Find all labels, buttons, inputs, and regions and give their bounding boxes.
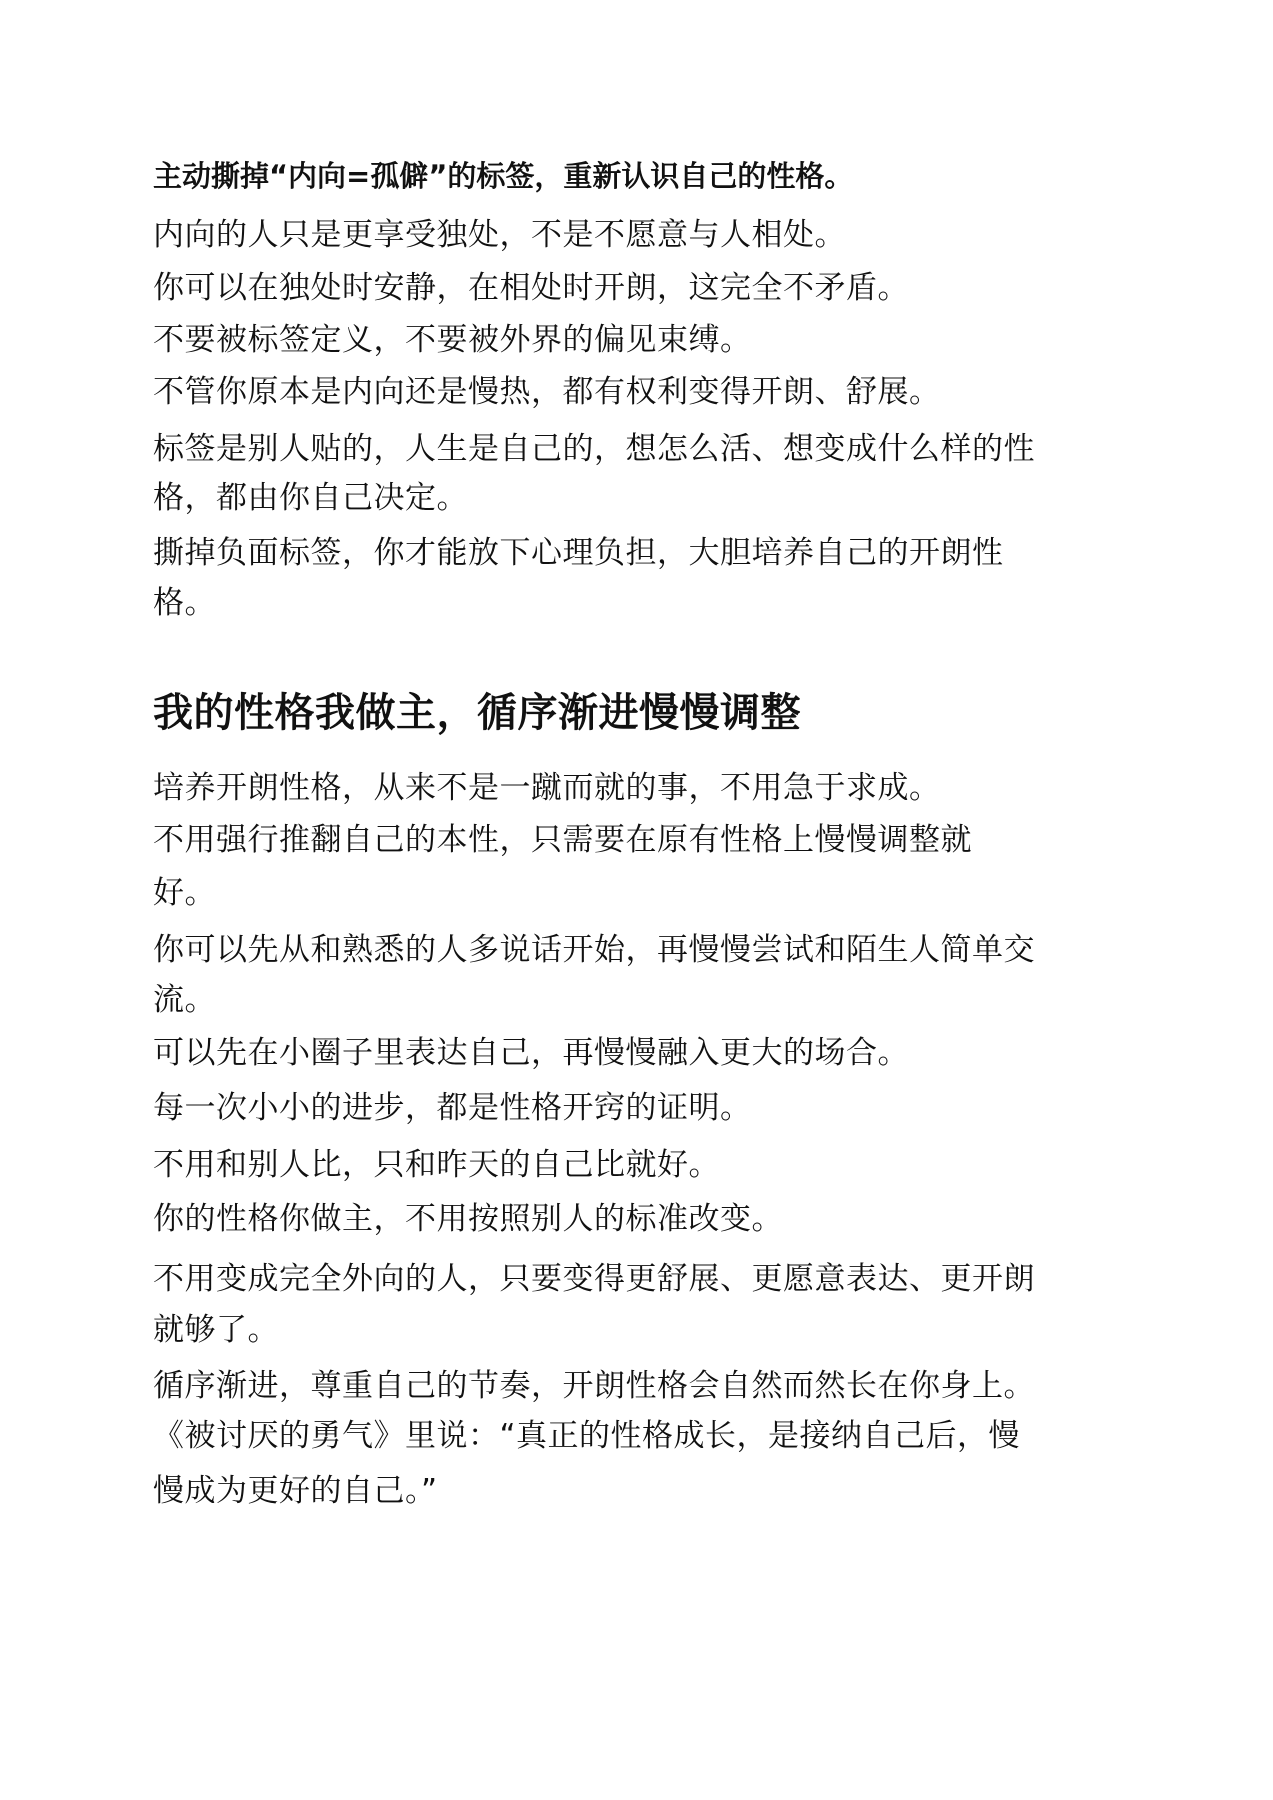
paragraph-line: 格，都由你自己决定。	[153, 480, 468, 516]
quote-line: 《被讨厌的勇气》里说：“真正的性格成长，是接纳自己后，慢	[153, 1418, 1021, 1454]
paragraph-line: 你可以先从和熟悉的人多说话开始，再慢慢尝试和陌生人简单交	[153, 932, 1035, 968]
paragraph-line: 培养开朗性格，从来不是一蹴而就的事，不用急于求成。	[153, 770, 941, 806]
paragraph-line: 可以先在小圈子里表达自己，再慢慢融入更大的场合。	[153, 1035, 909, 1071]
paragraph-line: 不要被标签定义，不要被外界的偏见束缚。	[153, 322, 752, 358]
paragraph-line: 你的性格你做主，不用按照别人的标准改变。	[153, 1201, 783, 1237]
paragraph-line: 格。	[153, 585, 216, 621]
paragraph-line: 每一次小小的进步，都是性格开窍的证明。	[153, 1090, 752, 1126]
paragraph-line: 就够了。	[153, 1312, 279, 1348]
section-heading: 我的性格我做主，循序渐进慢慢调整	[153, 690, 801, 736]
paragraph-line: 流。	[153, 982, 216, 1018]
paragraph-line: 不用变成完全外向的人，只要变得更舒展、更愿意表达、更开朗	[153, 1261, 1035, 1297]
paragraph-line: 循序渐进，尊重自己的节奏，开朗性格会自然而然长在你身上。	[153, 1368, 1035, 1404]
paragraph-line: 标签是别人贴的，人生是自己的，想怎么活、想变成什么样的性	[153, 431, 1035, 467]
paragraph-line: 不用强行推翻自己的本性，只需要在原有性格上慢慢调整就	[153, 822, 972, 858]
paragraph-line: 撕掉负面标签，你才能放下心理负担，大胆培养自己的开朗性	[153, 535, 1004, 571]
lead-sentence: 主动撕掉“内向=孤僻”的标签，重新认识自己的性格。	[153, 159, 854, 193]
quote-line: 慢成为更好的自己。”	[153, 1473, 438, 1509]
paragraph-line: 你可以在独处时安静，在相处时开朗，这完全不矛盾。	[153, 270, 909, 306]
paragraph-line: 好。	[153, 875, 216, 911]
paragraph-line: 不用和别人比，只和昨天的自己比就好。	[153, 1147, 720, 1183]
paragraph-line: 不管你原本是内向还是慢热，都有权利变得开朗、舒展。	[153, 374, 941, 410]
paragraph-line: 内向的人只是更享受独处，不是不愿意与人相处。	[153, 217, 846, 253]
